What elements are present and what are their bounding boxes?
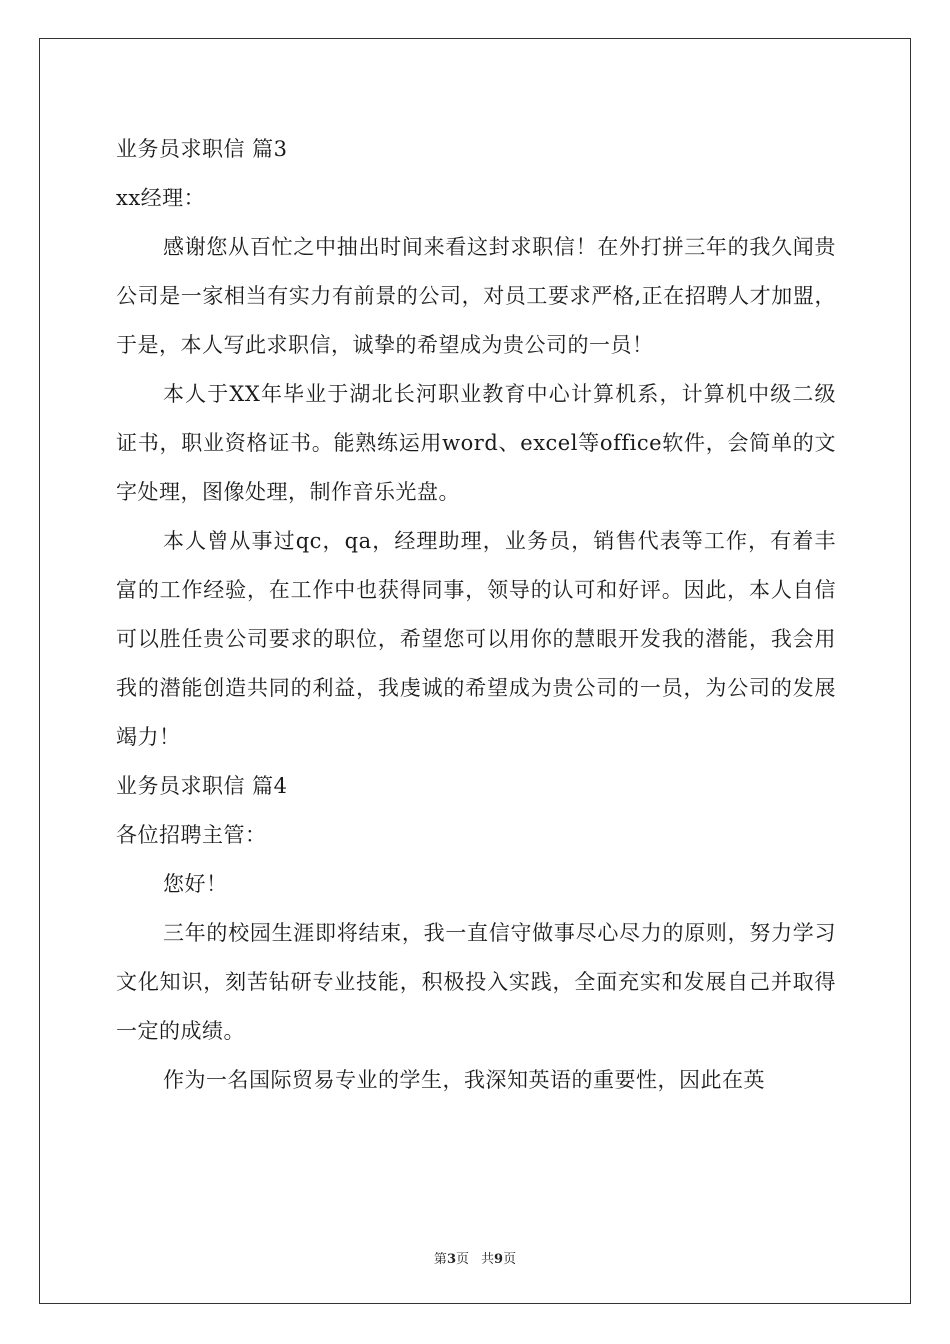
document-body	[116, 125, 836, 1105]
page-prefix: 第	[433, 1252, 447, 1267]
paragraph: 三年的校园生涯即将结束，我一直信守做事尽心尽力的原则，努力学习文化知识，刻苦钻研专业技能，积极投入实践，全面充实和发展自己并取得一定的成绩。	[116, 921, 836, 1043]
paragraph: 本人曾从事过qc，qa，经理助理，业务员，销售代表等工作，有着丰富的工作经验，在工作中也获得同事，领导的认可和好评。因此，本人自信可以胜任贵公司要求的职位，希望您可以用你的慧眼开发我的潜能，我会用我的潜能创造共同的利益，我虔诚的希望成为贵公司的一员，为公司的发展竭力！	[116, 529, 836, 749]
paragraph: 您好！	[163, 872, 228, 896]
salutation-4: 各位招聘主管：	[116, 823, 267, 847]
page-footer	[0, 1248, 950, 1267]
total-pages: 9	[494, 1252, 504, 1267]
paragraph: 作为一名国际贸易专业的学生，我深知英语的重要性，因此在英	[163, 1068, 765, 1092]
total-suffix: 页	[503, 1252, 517, 1267]
section-heading-3: 业务员求职信 篇3	[116, 137, 288, 161]
section-heading-4: 业务员求职信 篇4	[116, 774, 288, 798]
page-suffix: 页	[455, 1252, 469, 1267]
paragraph: 感谢您从百忙之中抽出时间来看这封求职信！在外打拼三年的我久闻贵公司是一家相当有实力有前景的公司，对员工要求严格,正在招聘人才加盟，于是，本人写此求职信，诚挚的希望成为贵公司的一员！	[116, 235, 836, 357]
total-prefix: 共	[481, 1252, 495, 1267]
page-number: 3	[446, 1252, 456, 1267]
paragraph: 本人于XX年毕业于湖北长河职业教育中心计算机系，计算机中级二级证书，职业资格证书。能熟练运用word、excel等office软件，会简单的文字处理，图像处理，制作音乐光盘。	[116, 382, 836, 504]
salutation-3: xx经理：	[116, 186, 206, 210]
